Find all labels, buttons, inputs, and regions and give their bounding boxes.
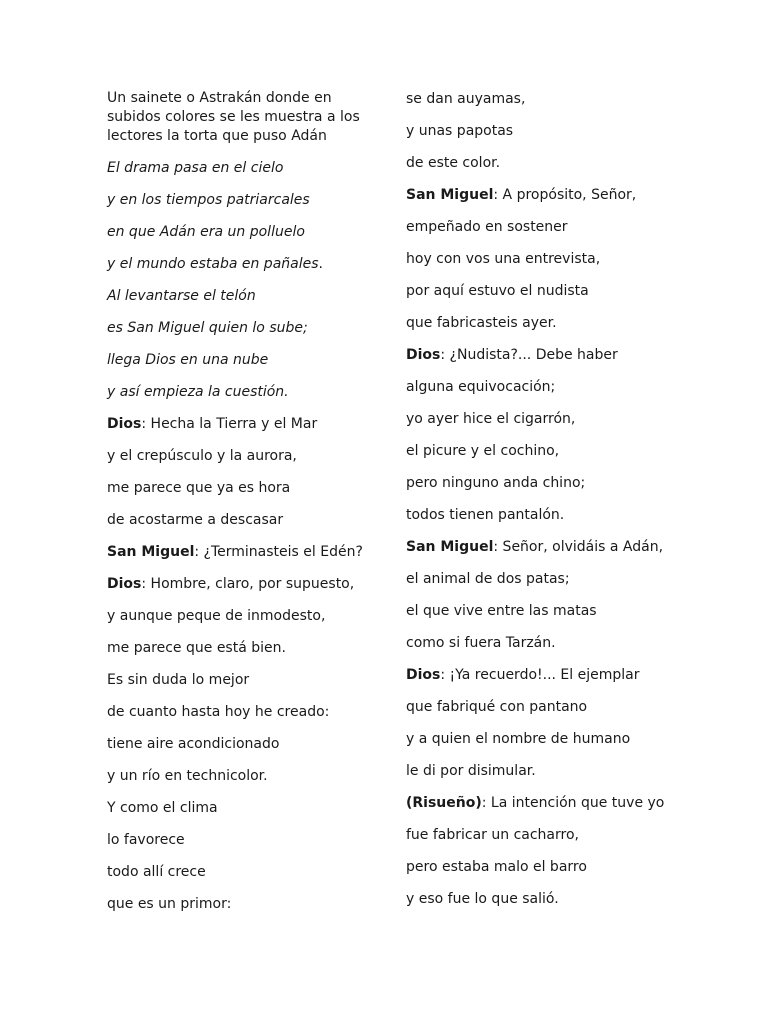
- speaker-name: Dios: [406, 347, 441, 363]
- verse-line: [406, 569, 668, 589]
- verse-line: [107, 158, 369, 178]
- line-text: : La intención que tuve yo: [481, 795, 665, 811]
- verse-line: [107, 446, 369, 466]
- verse-line: [107, 894, 369, 914]
- line-text: : Hombre, claro, por supuesto,: [141, 576, 355, 592]
- verse-line: [406, 249, 668, 269]
- line-text: : Señor, olvidáis a Adán,: [493, 539, 664, 555]
- verse-line: [406, 89, 668, 109]
- line-text: es San Miguel quien lo sube;: [107, 320, 308, 336]
- verse-line: [107, 286, 369, 306]
- verse-line: [406, 889, 668, 909]
- line-text: : ¿Terminasteis el Edén?: [194, 544, 363, 560]
- verse-line: [107, 478, 369, 498]
- line-text: hoy con vos una entrevista,: [406, 251, 601, 267]
- verse-line: [107, 798, 369, 818]
- line-text: y unas papotas: [406, 123, 514, 139]
- line-text: pero ninguno anda chino;: [406, 475, 586, 491]
- verse-line: [107, 734, 369, 754]
- line-text: alguna equivocación;: [406, 379, 556, 395]
- line-text: y en los tiempos patriarcales: [107, 192, 310, 208]
- dialogue-line: [406, 665, 668, 685]
- verse-line: [406, 697, 668, 717]
- line-text: que fabriqué con pantano: [406, 699, 588, 715]
- verse-line: [107, 350, 369, 370]
- line-text: de cuanto hasta hoy he creado:: [107, 704, 330, 720]
- line-text: que es un primor:: [107, 896, 232, 912]
- verse-line: [406, 473, 668, 493]
- line-text: me parece que ya es hora: [107, 480, 291, 496]
- line-text: de acostarme a descasar: [107, 512, 284, 528]
- line-text: me parece que está bien.: [107, 640, 286, 656]
- verse-line: [406, 729, 668, 749]
- verse-line: [107, 638, 369, 658]
- verse-line: [406, 761, 668, 781]
- line-text: El drama pasa en el cielo: [107, 160, 284, 176]
- line-text: el animal de dos patas;: [406, 571, 570, 587]
- speaker-name: Dios: [107, 576, 142, 592]
- verse-line: [107, 254, 369, 274]
- verse-line: [406, 153, 668, 173]
- line-text: empeñado en sostener: [406, 219, 568, 235]
- verse-line: [107, 606, 369, 626]
- verse-line: [406, 505, 668, 525]
- verse-line: [107, 318, 369, 338]
- line-text: como si fuera Tarzán.: [406, 635, 556, 651]
- left-column: [107, 89, 369, 926]
- line-text: y un río en technicolor.: [107, 768, 268, 784]
- line-text: Un sainete o Astrakán donde en subidos colores se les muestra a los lectores la torta que puso Adán: [107, 90, 360, 144]
- line-text: y así empieza la cuestión.: [107, 384, 289, 400]
- line-text: todos tienen pantalón.: [406, 507, 565, 523]
- line-text: yo ayer hice el cigarrón,: [406, 411, 576, 427]
- speaker-name: Dios: [406, 667, 441, 683]
- verse-line: [406, 409, 668, 429]
- verse-line: [406, 313, 668, 333]
- verse-line: [107, 862, 369, 882]
- verse-line: [406, 633, 668, 653]
- line-text: pero estaba malo el barro: [406, 859, 587, 875]
- line-text: Es sin duda lo mejor: [107, 672, 250, 688]
- line-text: llega Dios en una nube: [107, 352, 269, 368]
- line-text: Al levantarse el telón: [107, 288, 256, 304]
- line-text: y aunque peque de inmodesto,: [107, 608, 326, 624]
- line-text: que fabricasteis ayer.: [406, 315, 557, 331]
- line-text: : Hecha la Tierra y el Mar: [141, 416, 318, 432]
- line-text: y el mundo estaba en pañales: [107, 256, 319, 272]
- verse-line: [406, 441, 668, 461]
- dialogue-line: [406, 345, 668, 365]
- line-text: por aquí estuvo el nudista: [406, 283, 589, 299]
- verse-line: [406, 601, 668, 621]
- line-suffix: .: [318, 256, 323, 272]
- line-text: : ¡Ya recuerdo!... El ejemplar: [440, 667, 640, 683]
- verse-line: [107, 766, 369, 786]
- dialogue-line: [107, 574, 369, 594]
- line-text: : A propósito, Señor,: [493, 187, 637, 203]
- line-text: en que Adán era un polluelo: [107, 224, 305, 240]
- verse-line: [107, 510, 369, 530]
- dialogue-line: [107, 414, 369, 434]
- line-text: le di por disimular.: [406, 763, 536, 779]
- line-text: y eso fue lo que salió.: [406, 891, 559, 907]
- dialogue-line: [107, 542, 369, 562]
- line-text: lo favorece: [107, 832, 185, 848]
- verse-line: [107, 222, 369, 242]
- right-column: [406, 89, 668, 921]
- line-text: de este color.: [406, 155, 501, 171]
- verse-line: [406, 281, 668, 301]
- verse-line: [107, 830, 369, 850]
- verse-line: [107, 670, 369, 690]
- line-text: se dan auyamas,: [406, 91, 526, 107]
- line-text: fue fabricar un cacharro,: [406, 827, 579, 843]
- verse-line: [107, 702, 369, 722]
- speaker-name: San Miguel: [406, 187, 494, 203]
- line-text: y el crepúsculo y la aurora,: [107, 448, 297, 464]
- verse-line: [406, 121, 668, 141]
- line-text: Y como el clima: [107, 800, 218, 816]
- line-text: todo allí crece: [107, 864, 206, 880]
- line-text: tiene aire acondicionado: [107, 736, 280, 752]
- line-text: el picure y el cochino,: [406, 443, 560, 459]
- verse-line: [406, 857, 668, 877]
- speaker-name: (Risueño): [406, 795, 482, 811]
- verse-line: [107, 190, 369, 210]
- verse-line: [406, 217, 668, 237]
- verse-line: [406, 377, 668, 397]
- speaker-name: San Miguel: [107, 544, 195, 560]
- speaker-name: San Miguel: [406, 539, 494, 555]
- verse-line: [406, 825, 668, 845]
- dialogue-line: [406, 537, 668, 557]
- line-text: el que vive entre las matas: [406, 603, 597, 619]
- verse-line: [107, 382, 369, 402]
- dialogue-line: [406, 793, 668, 813]
- speaker-name: Dios: [107, 416, 142, 432]
- intro-paragraph: [107, 89, 369, 146]
- dialogue-line: [406, 185, 668, 205]
- line-text: y a quien el nombre de humano: [406, 731, 631, 747]
- line-text: : ¿Nudista?... Debe haber: [440, 347, 618, 363]
